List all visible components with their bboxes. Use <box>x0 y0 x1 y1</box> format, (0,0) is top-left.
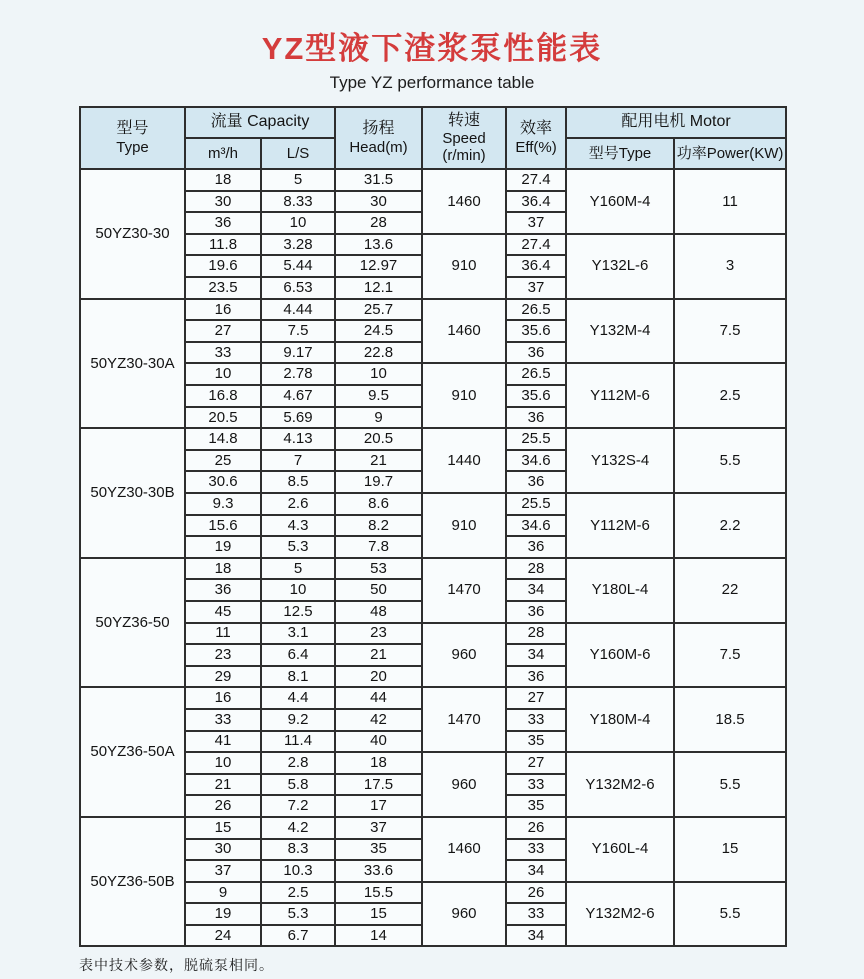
cell-head: 48 <box>335 601 422 623</box>
cell-head: 10 <box>335 363 422 385</box>
cell-head: 23 <box>335 623 422 645</box>
table-row <box>80 882 786 904</box>
cell-eff: 25.5 <box>506 428 566 450</box>
header-head-en: Head(m) <box>349 138 408 156</box>
header-speed-unit: (r/min) <box>442 147 486 165</box>
cell-capacity-ls: 4.4 <box>261 687 335 709</box>
cell-eff: 37 <box>506 277 566 299</box>
cell-head: 21 <box>335 644 422 666</box>
cell-head: 8.2 <box>335 515 422 537</box>
cell-capacity-m3h: 16.8 <box>185 385 261 407</box>
cell-head: 19.7 <box>335 471 422 493</box>
cell-motor-power: 2.2 <box>674 493 786 558</box>
cell-capacity-ls: 9.17 <box>261 342 335 364</box>
header-capacity <box>185 107 335 138</box>
cell-eff: 36 <box>506 471 566 493</box>
cell-speed: 960 <box>422 752 506 817</box>
cell-motor-type: Y160M-6 <box>566 623 674 688</box>
cell-head: 37 <box>335 817 422 839</box>
cell-capacity-ls: 9.2 <box>261 709 335 731</box>
cell-eff: 34 <box>506 579 566 601</box>
cell-motor-type: Y132S-4 <box>566 428 674 493</box>
cell-capacity-ls: 5.3 <box>261 903 335 925</box>
cell-eff: 33 <box>506 903 566 925</box>
cell-capacity-ls: 6.53 <box>261 277 335 299</box>
cell-speed: 910 <box>422 363 506 428</box>
header-eff-en: Eff(%) <box>515 138 557 156</box>
cell-capacity-m3h: 41 <box>185 731 261 753</box>
cell-motor-type: Y132M2-6 <box>566 882 674 947</box>
cell-speed: 1460 <box>422 817 506 882</box>
cell-capacity-m3h: 37 <box>185 860 261 882</box>
cell-capacity-m3h: 19 <box>185 536 261 558</box>
cell-eff: 36 <box>506 666 566 688</box>
cell-eff: 33 <box>506 709 566 731</box>
cell-motor-power: 5.5 <box>674 882 786 947</box>
cell-motor-type: Y180L-4 <box>566 558 674 623</box>
cell-capacity-ls: 4.13 <box>261 428 335 450</box>
header-capacity-ls: L/S <box>261 138 335 169</box>
cell-capacity-ls: 5.8 <box>261 774 335 796</box>
cell-motor-type: Y180M-4 <box>566 687 674 752</box>
cell-head: 25.7 <box>335 299 422 321</box>
cell-speed: 1460 <box>422 299 506 364</box>
cell-capacity-ls: 12.5 <box>261 601 335 623</box>
cell-capacity-ls: 10 <box>261 212 335 234</box>
cell-capacity-m3h: 15.6 <box>185 515 261 537</box>
cell-head: 50 <box>335 579 422 601</box>
cell-capacity-ls: 3.1 <box>261 623 335 645</box>
cell-head: 17.5 <box>335 774 422 796</box>
cell-eff: 28 <box>506 558 566 580</box>
cell-capacity-ls: 2.6 <box>261 493 335 515</box>
cell-capacity-ls: 4.67 <box>261 385 335 407</box>
cell-head: 9 <box>335 407 422 429</box>
cell-speed: 960 <box>422 882 506 947</box>
cell-speed: 1470 <box>422 558 506 623</box>
page-subtitle: Type YZ performance table <box>329 73 535 93</box>
cell-motor-power: 7.5 <box>674 623 786 688</box>
cell-model: 50YZ36-50B <box>80 817 185 947</box>
cell-model: 50YZ36-50 <box>80 558 185 688</box>
header-motor-label: 配用电机 Motor <box>621 113 731 131</box>
cell-speed: 1470 <box>422 687 506 752</box>
performance-table <box>79 106 787 947</box>
cell-motor-power: 2.5 <box>674 363 786 428</box>
header-head <box>335 107 422 169</box>
table-row <box>80 493 786 515</box>
cell-capacity-m3h: 11.8 <box>185 234 261 256</box>
cell-eff: 27.4 <box>506 169 566 191</box>
cell-capacity-ls: 4.44 <box>261 299 335 321</box>
cell-speed: 910 <box>422 234 506 299</box>
table-row <box>80 752 786 774</box>
cell-eff: 34 <box>506 925 566 947</box>
cell-motor-power: 3 <box>674 234 786 299</box>
cell-motor-type: Y160M-4 <box>566 169 674 234</box>
cell-motor-power: 15 <box>674 817 786 882</box>
cell-eff: 33 <box>506 774 566 796</box>
cell-capacity-ls: 7.5 <box>261 320 335 342</box>
cell-eff: 35 <box>506 731 566 753</box>
cell-capacity-ls: 5 <box>261 558 335 580</box>
cell-eff: 27.4 <box>506 234 566 256</box>
cell-head: 7.8 <box>335 536 422 558</box>
header-type-en: Type <box>116 138 149 156</box>
cell-capacity-ls: 5.44 <box>261 255 335 277</box>
cell-eff: 35 <box>506 795 566 817</box>
table-row <box>80 623 786 645</box>
cell-eff: 37 <box>506 212 566 234</box>
cell-head: 21 <box>335 450 422 472</box>
cell-motor-type: Y160L-4 <box>566 817 674 882</box>
table-header <box>80 107 786 169</box>
cell-motor-power: 5.5 <box>674 752 786 817</box>
header-speed <box>422 107 506 169</box>
cell-capacity-ls: 3.28 <box>261 234 335 256</box>
cell-eff: 26 <box>506 882 566 904</box>
cell-speed: 1440 <box>422 428 506 493</box>
cell-capacity-m3h: 19.6 <box>185 255 261 277</box>
cell-motor-power: 7.5 <box>674 299 786 364</box>
cell-motor-type: Y112M-6 <box>566 493 674 558</box>
header-capacity-m3h: m³/h <box>185 138 261 169</box>
cell-capacity-m3h: 16 <box>185 299 261 321</box>
cell-capacity-ls: 4.2 <box>261 817 335 839</box>
cell-head: 35 <box>335 839 422 861</box>
cell-capacity-m3h: 30 <box>185 191 261 213</box>
table-row <box>80 169 786 191</box>
header-speed-zh: 转速 <box>448 111 481 129</box>
cell-head: 12.1 <box>335 277 422 299</box>
cell-head: 17 <box>335 795 422 817</box>
cell-capacity-ls: 2.8 <box>261 752 335 774</box>
cell-capacity-m3h: 33 <box>185 709 261 731</box>
cell-capacity-m3h: 14.8 <box>185 428 261 450</box>
cell-capacity-m3h: 27 <box>185 320 261 342</box>
cell-capacity-m3h: 30 <box>185 839 261 861</box>
cell-eff: 25.5 <box>506 493 566 515</box>
table-row <box>80 234 786 256</box>
cell-capacity-ls: 5 <box>261 169 335 191</box>
cell-capacity-m3h: 36 <box>185 579 261 601</box>
cell-eff: 33 <box>506 839 566 861</box>
cell-eff: 27 <box>506 752 566 774</box>
footnote: 表中技术参数，脱硫泵相同。 <box>79 957 274 974</box>
cell-eff: 36 <box>506 342 566 364</box>
cell-motor-type: Y132M-4 <box>566 299 674 364</box>
cell-capacity-ls: 4.3 <box>261 515 335 537</box>
table-row <box>80 299 786 321</box>
cell-speed: 910 <box>422 493 506 558</box>
cell-motor-type: Y132M2-6 <box>566 752 674 817</box>
cell-eff: 34 <box>506 644 566 666</box>
cell-capacity-ls: 8.1 <box>261 666 335 688</box>
cell-capacity-m3h: 10 <box>185 363 261 385</box>
cell-head: 22.8 <box>335 342 422 364</box>
cell-head: 13.6 <box>335 234 422 256</box>
cell-eff: 36 <box>506 601 566 623</box>
cell-eff: 35.6 <box>506 385 566 407</box>
cell-head: 44 <box>335 687 422 709</box>
cell-eff: 36.4 <box>506 255 566 277</box>
page-title: YZ型液下渣浆泵性能表 <box>261 31 603 66</box>
cell-capacity-m3h: 29 <box>185 666 261 688</box>
cell-capacity-ls: 11.4 <box>261 731 335 753</box>
cell-head: 15 <box>335 903 422 925</box>
table-body <box>80 169 786 946</box>
cell-eff: 36 <box>506 407 566 429</box>
cell-capacity-m3h: 15 <box>185 817 261 839</box>
cell-eff: 34.6 <box>506 450 566 472</box>
cell-model: 50YZ30-30 <box>80 169 185 299</box>
cell-head: 14 <box>335 925 422 947</box>
cell-capacity-m3h: 20.5 <box>185 407 261 429</box>
cell-capacity-ls: 6.7 <box>261 925 335 947</box>
cell-capacity-ls: 7 <box>261 450 335 472</box>
header-eff <box>506 107 566 169</box>
cell-capacity-m3h: 21 <box>185 774 261 796</box>
cell-capacity-m3h: 36 <box>185 212 261 234</box>
header-type-zh: 型号 <box>116 120 149 138</box>
cell-eff: 35.6 <box>506 320 566 342</box>
cell-eff: 34.6 <box>506 515 566 537</box>
cell-head: 20.5 <box>335 428 422 450</box>
cell-head: 20 <box>335 666 422 688</box>
cell-head: 53 <box>335 558 422 580</box>
table-row <box>80 363 786 385</box>
cell-capacity-m3h: 25 <box>185 450 261 472</box>
cell-capacity-ls: 6.4 <box>261 644 335 666</box>
cell-model: 50YZ36-50A <box>80 687 185 817</box>
cell-capacity-ls: 10.3 <box>261 860 335 882</box>
cell-head: 9.5 <box>335 385 422 407</box>
cell-motor-type: Y112M-6 <box>566 363 674 428</box>
header-capacity-label: 流量 Capacity <box>210 113 310 131</box>
cell-head: 42 <box>335 709 422 731</box>
cell-capacity-ls: 10 <box>261 579 335 601</box>
cell-capacity-m3h: 45 <box>185 601 261 623</box>
cell-model: 50YZ30-30B <box>80 428 185 558</box>
cell-head: 40 <box>335 731 422 753</box>
cell-head: 12.97 <box>335 255 422 277</box>
cell-head: 30 <box>335 191 422 213</box>
cell-capacity-m3h: 16 <box>185 687 261 709</box>
cell-motor-power: 18.5 <box>674 687 786 752</box>
content <box>79 106 785 975</box>
cell-head: 8.6 <box>335 493 422 515</box>
cell-capacity-ls: 8.5 <box>261 471 335 493</box>
cell-motor-power: 22 <box>674 558 786 623</box>
cell-capacity-m3h: 23.5 <box>185 277 261 299</box>
header-motor <box>566 107 786 138</box>
cell-capacity-m3h: 26 <box>185 795 261 817</box>
header-row-1 <box>80 107 786 138</box>
cell-capacity-m3h: 18 <box>185 558 261 580</box>
header-type <box>80 107 185 169</box>
header-eff-zh: 效率 <box>520 120 553 138</box>
cell-motor-type: Y132L-6 <box>566 234 674 299</box>
cell-eff: 26.5 <box>506 363 566 385</box>
cell-capacity-m3h: 10 <box>185 752 261 774</box>
cell-eff: 28 <box>506 623 566 645</box>
cell-eff: 27 <box>506 687 566 709</box>
header-head-zh: 扬程 <box>362 120 395 138</box>
cell-capacity-m3h: 9 <box>185 882 261 904</box>
cell-capacity-m3h: 9.3 <box>185 493 261 515</box>
cell-head: 24.5 <box>335 320 422 342</box>
table-row <box>80 428 786 450</box>
cell-capacity-ls: 2.78 <box>261 363 335 385</box>
cell-capacity-ls: 2.5 <box>261 882 335 904</box>
header-motor-power: 功率Power(KW) <box>674 138 786 169</box>
header-speed-en: Speed <box>442 130 486 148</box>
cell-model: 50YZ30-30A <box>80 299 185 429</box>
table-row <box>80 687 786 709</box>
cell-capacity-ls: 8.33 <box>261 191 335 213</box>
cell-motor-power: 5.5 <box>674 428 786 493</box>
cell-capacity-ls: 5.69 <box>261 407 335 429</box>
cell-capacity-m3h: 33 <box>185 342 261 364</box>
cell-head: 31.5 <box>335 169 422 191</box>
cell-capacity-m3h: 18 <box>185 169 261 191</box>
cell-speed: 960 <box>422 623 506 688</box>
table-row <box>80 817 786 839</box>
cell-head: 28 <box>335 212 422 234</box>
cell-capacity-ls: 5.3 <box>261 536 335 558</box>
cell-capacity-ls: 8.3 <box>261 839 335 861</box>
cell-capacity-m3h: 11 <box>185 623 261 645</box>
header-motor-type: 型号Type <box>566 138 674 169</box>
cell-head: 18 <box>335 752 422 774</box>
cell-eff: 36.4 <box>506 191 566 213</box>
cell-capacity-m3h: 30.6 <box>185 471 261 493</box>
cell-capacity-m3h: 23 <box>185 644 261 666</box>
table-row <box>80 558 786 580</box>
cell-head: 15.5 <box>335 882 422 904</box>
cell-eff: 26 <box>506 817 566 839</box>
cell-motor-power: 11 <box>674 169 786 234</box>
cell-capacity-m3h: 24 <box>185 925 261 947</box>
cell-eff: 26.5 <box>506 299 566 321</box>
cell-capacity-m3h: 19 <box>185 903 261 925</box>
cell-speed: 1460 <box>422 169 506 234</box>
cell-capacity-ls: 7.2 <box>261 795 335 817</box>
cell-eff: 36 <box>506 536 566 558</box>
cell-head: 33.6 <box>335 860 422 882</box>
cell-eff: 34 <box>506 860 566 882</box>
